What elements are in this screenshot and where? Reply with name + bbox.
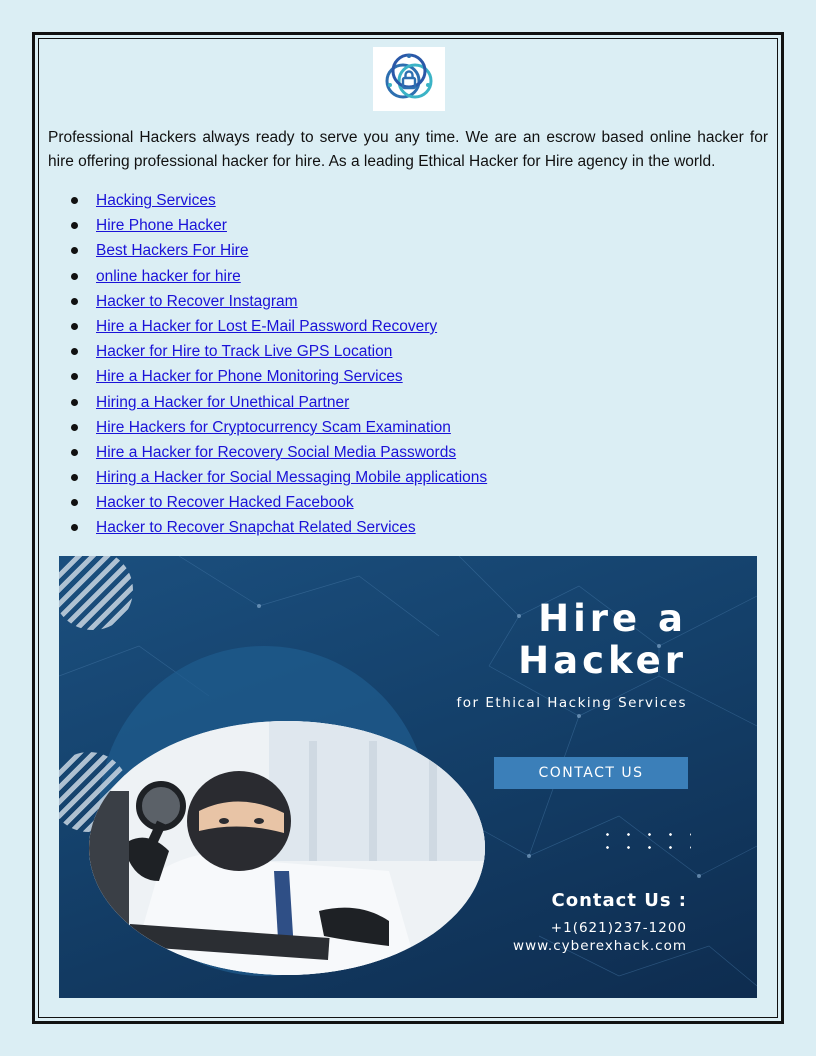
bullet-icon: [71, 524, 78, 531]
link-social-media-passwords[interactable]: Hire a Hacker for Recovery Social Media Passwords: [96, 443, 457, 461]
phone-number: +1(621)237-1200: [550, 920, 687, 936]
link-cryptocurrency-scam[interactable]: Hire Hackers for Cryptocurrency Scam Examination: [96, 418, 451, 436]
hacker-illustration: [89, 721, 485, 975]
bullet-icon: [71, 449, 78, 456]
list-item: [48, 440, 748, 465]
link-social-messaging-apps[interactable]: Hiring a Hacker for Social Messaging Mobile applications: [96, 469, 488, 487]
security-lock-rings-logo-icon: [381, 51, 437, 107]
list-item: [48, 490, 748, 515]
bullet-icon: [71, 348, 78, 355]
hacker-photo: [89, 721, 485, 975]
contact-us-button[interactable]: CONTACT US: [494, 757, 688, 789]
bullet-icon: [71, 298, 78, 305]
bullet-icon: [71, 197, 78, 204]
bullet-icon: [71, 247, 78, 254]
link-best-hackers-for-hire[interactable]: Best Hackers For Hire: [96, 242, 249, 260]
intro-paragraph: Professional Hackers always ready to serve you any time. We are an escrow based online hacker for hire offering professional hacker for hire. As a leading Ethical Hacker for Hire agency in the world.: [48, 129, 768, 170]
list-item: [48, 314, 748, 339]
list-item: [48, 289, 748, 314]
contact-heading: Contact Us :: [551, 890, 687, 911]
link-email-password-recovery[interactable]: Hire a Hacker for Lost E-Mail Password Recovery: [96, 317, 438, 335]
list-item: [48, 515, 748, 540]
hire-hacker-banner: [59, 556, 757, 998]
link-unethical-partner[interactable]: Hiring a Hacker for Unethical Partner: [96, 393, 350, 411]
bullet-icon: [71, 373, 78, 380]
bullet-icon: [71, 399, 78, 406]
banner-subline: for Ethical Hacking Services: [456, 695, 687, 711]
bullet-icon: [71, 222, 78, 229]
headline-line-2: Hacker: [518, 639, 687, 682]
list-item: [48, 465, 748, 490]
website-url: www.cyberexhack.com: [513, 938, 687, 954]
link-track-gps-location[interactable]: Hacker for Hire to Track Live GPS Location: [96, 343, 393, 361]
bullet-icon: [71, 323, 78, 330]
list-item: [48, 238, 748, 263]
list-item: [48, 188, 748, 213]
link-hire-phone-hacker[interactable]: Hire Phone Hacker: [96, 217, 227, 235]
headline-line-1: Hire a: [538, 597, 687, 640]
bullet-icon: [71, 424, 78, 431]
link-phone-monitoring[interactable]: Hire a Hacker for Phone Monitoring Services: [96, 368, 403, 386]
link-recover-facebook[interactable]: Hacker to Recover Hacked Facebook: [96, 494, 354, 512]
banner-headline: [518, 598, 687, 682]
link-hacking-services[interactable]: Hacking Services: [96, 192, 216, 209]
list-item: [48, 339, 748, 364]
link-recover-snapchat[interactable]: Hacker to Recover Snapchat Related Services: [96, 519, 416, 537]
logo: [373, 47, 445, 111]
service-links-list: [48, 188, 748, 541]
list-item: [48, 213, 748, 238]
list-item: [48, 364, 748, 389]
list-item: [48, 415, 748, 440]
link-recover-instagram[interactable]: Hacker to Recover Instagram: [96, 292, 298, 310]
list-item: [48, 390, 748, 415]
bullet-icon: [71, 273, 78, 280]
bullet-icon: [71, 474, 78, 481]
list-item: [48, 264, 748, 289]
dot-grid-decoration: [597, 828, 691, 854]
link-online-hacker-for-hire[interactable]: online hacker for hire: [96, 267, 241, 285]
bullet-icon: [71, 499, 78, 506]
